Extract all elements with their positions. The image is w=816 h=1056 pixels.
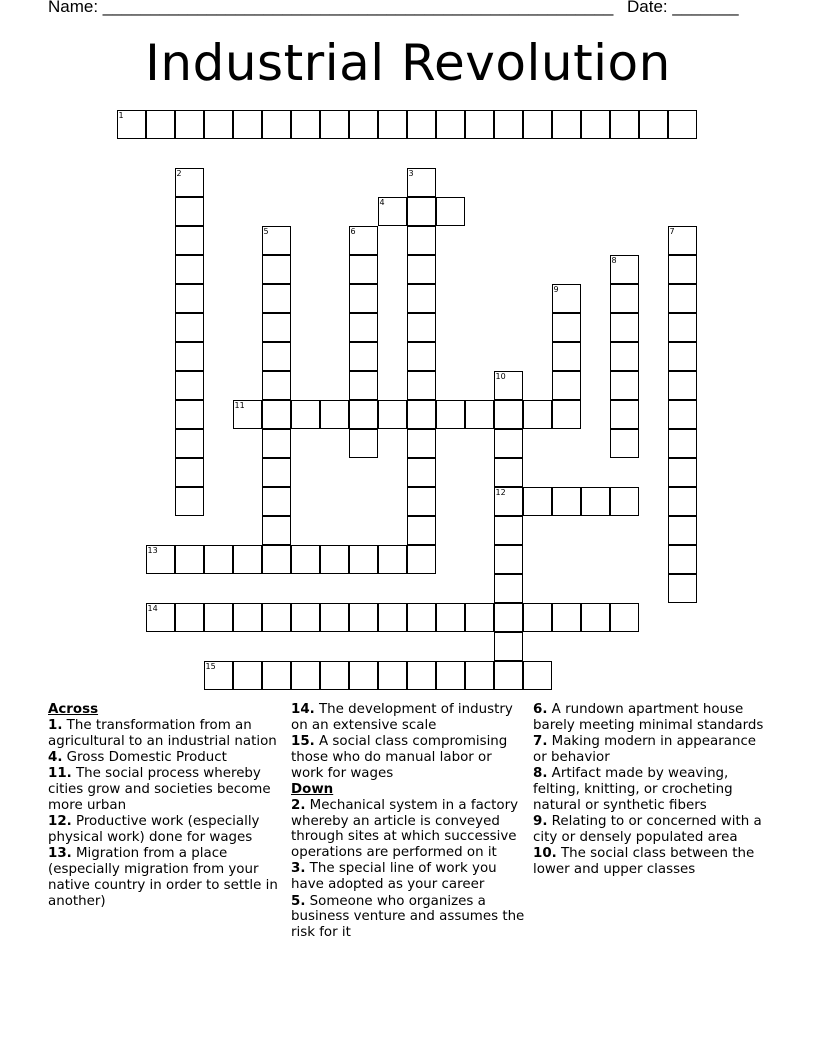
down-clue [291, 798, 527, 861]
crossword-cell[interactable] [552, 110, 581, 139]
crossword-cell[interactable] [204, 110, 233, 139]
cell-number: 13 [147, 545, 158, 555]
crossword-cell[interactable] [320, 603, 349, 632]
clue-number: 5. [291, 893, 306, 909]
crossword-cell[interactable] [146, 110, 175, 139]
crossword-cell[interactable] [291, 545, 320, 574]
across-heading: Across [48, 702, 99, 717]
crossword-cell[interactable] [494, 545, 523, 574]
clue-number: 10. [533, 846, 557, 862]
clue-text: Relating to or concerned with a city or densely populated area [533, 814, 762, 845]
crossword-cell[interactable] [610, 603, 639, 632]
crossword-cell[interactable] [204, 603, 233, 632]
crossword-cell[interactable] [291, 400, 320, 429]
cell-number: 15 [205, 661, 216, 671]
crossword-cell[interactable] [175, 400, 204, 429]
clue-number: 12. [48, 814, 72, 830]
date-field[interactable]: Date: _______ [627, 0, 739, 16]
clue-number: 13. [48, 846, 72, 862]
crossword-cell[interactable] [175, 342, 204, 371]
clue-text: Making modern in appearance or behavior [533, 734, 757, 765]
crossword-cell[interactable] [349, 255, 378, 284]
crossword-cell[interactable] [407, 458, 436, 487]
crossword-cell[interactable] [407, 110, 436, 139]
clue-number: 7. [533, 734, 548, 750]
crossword-cell[interactable] [291, 661, 320, 690]
down-clue [533, 846, 773, 878]
cell-number: 2 [176, 168, 182, 178]
cell-number: 4 [379, 197, 385, 207]
crossword-cell[interactable] [494, 516, 523, 545]
crossword-cell[interactable] [233, 545, 262, 574]
clue-text: Someone who organizes a business venture and assumes the risk for it [291, 893, 525, 941]
crossword-cell[interactable] [233, 603, 262, 632]
crossword-cell[interactable] [407, 255, 436, 284]
crossword-cell[interactable] [610, 429, 639, 458]
crossword-cell[interactable] [378, 661, 407, 690]
crossword-cell[interactable] [610, 110, 639, 139]
crossword-cell[interactable] [552, 342, 581, 371]
crossword-cell[interactable] [175, 487, 204, 516]
crossword-cell[interactable] [668, 487, 697, 516]
crossword-cell[interactable] [204, 545, 233, 574]
crossword-cell[interactable] [668, 545, 697, 574]
clue-number: 14. [291, 702, 315, 717]
crossword-cell[interactable] [175, 197, 204, 226]
crossword-cell[interactable] [117, 110, 146, 139]
crossword-cell[interactable] [523, 661, 552, 690]
crossword-cell[interactable] [175, 284, 204, 313]
crossword-cell[interactable] [639, 110, 668, 139]
clues-column-3 [533, 702, 773, 878]
crossword-cell[interactable] [407, 313, 436, 342]
clue-text: Productive work (especially physical work) done for wages [48, 814, 260, 845]
crossword-cell[interactable] [465, 110, 494, 139]
crossword-cell[interactable] [523, 110, 552, 139]
clue-text: Mechanical system in a factory whereby an article is conveyed through sites at which successive operations are performed on it [291, 797, 519, 861]
down-clue [533, 814, 773, 846]
crossword-cell[interactable] [262, 371, 291, 400]
down-clue [291, 861, 527, 893]
crossword-cell[interactable] [175, 371, 204, 400]
crossword-cell[interactable] [465, 400, 494, 429]
clue-number: 8. [533, 766, 548, 782]
crossword-cell[interactable] [465, 603, 494, 632]
crossword-cell[interactable] [407, 545, 436, 574]
crossword-cell[interactable] [610, 487, 639, 516]
crossword-cell[interactable] [378, 545, 407, 574]
crossword-cell[interactable] [349, 226, 378, 255]
across-clue [291, 702, 527, 734]
across-clue [291, 734, 527, 781]
crossword-cell[interactable] [378, 400, 407, 429]
clue-text: Gross Domestic Product [66, 749, 227, 765]
down-heading: Down [291, 781, 334, 797]
cell-number: 3 [408, 168, 414, 178]
cell-number: 7 [669, 226, 675, 236]
crossword-cell[interactable] [668, 429, 697, 458]
crossword-cell[interactable] [349, 313, 378, 342]
down-clue [533, 702, 773, 734]
cell-number: 1 [118, 110, 124, 120]
crossword-cell[interactable] [175, 255, 204, 284]
clues-column-1 [48, 702, 284, 910]
crossword-cell[interactable] [320, 545, 349, 574]
crossword-cell[interactable] [610, 371, 639, 400]
crossword-cell[interactable] [175, 226, 204, 255]
crossword-cell[interactable] [175, 313, 204, 342]
crossword-cell[interactable] [494, 487, 523, 516]
crossword-cell[interactable] [349, 545, 378, 574]
across-clue [48, 718, 284, 750]
crossword-cell[interactable] [320, 400, 349, 429]
crossword-cell[interactable] [436, 197, 465, 226]
crossword-cell[interactable] [494, 429, 523, 458]
crossword-cell[interactable] [175, 545, 204, 574]
crossword-cell[interactable] [262, 516, 291, 545]
crossword-cell[interactable] [668, 342, 697, 371]
crossword-cell[interactable] [175, 429, 204, 458]
crossword-cell[interactable] [349, 371, 378, 400]
crossword-cell[interactable] [610, 284, 639, 313]
crossword-cell[interactable] [320, 661, 349, 690]
cell-number: 5 [263, 226, 269, 236]
cell-number: 8 [611, 255, 617, 265]
crossword-cell[interactable] [262, 400, 291, 429]
down-clue [533, 766, 773, 813]
clue-number: 6. [533, 702, 548, 717]
crossword-cell[interactable] [436, 661, 465, 690]
clues-column-2 [291, 702, 527, 941]
cell-number: 10 [495, 371, 506, 381]
crossword-cell[interactable] [436, 110, 465, 139]
crossword-cell[interactable] [349, 603, 378, 632]
crossword-cell[interactable] [668, 255, 697, 284]
crossword-cell[interactable] [668, 110, 697, 139]
clue-text: The social class between the lower and upper classes [533, 846, 755, 877]
clue-number: 2. [291, 797, 306, 813]
crossword-cell[interactable] [349, 110, 378, 139]
crossword-cell[interactable] [668, 516, 697, 545]
crossword-cell[interactable] [407, 284, 436, 313]
crossword-cell[interactable] [581, 603, 610, 632]
crossword-cell[interactable] [262, 429, 291, 458]
crossword-cell[interactable] [291, 603, 320, 632]
crossword-cell[interactable] [262, 545, 291, 574]
crossword-cell[interactable] [552, 400, 581, 429]
crossword-cell[interactable] [175, 458, 204, 487]
crossword-cell[interactable] [668, 400, 697, 429]
down-clue [533, 734, 773, 766]
crossword-cell[interactable] [349, 429, 378, 458]
crossword-cell[interactable] [552, 487, 581, 516]
crossword-cell[interactable] [407, 516, 436, 545]
across-clue [48, 814, 284, 846]
clue-number: 4. [48, 749, 63, 765]
crossword-cell[interactable] [610, 313, 639, 342]
clue-text: A social class compromising those who do manual labor or work for wages [291, 734, 508, 781]
across-clue [48, 846, 284, 909]
crossword-cell[interactable] [175, 168, 204, 197]
crossword-cell[interactable] [175, 110, 204, 139]
crossword-cell[interactable] [668, 284, 697, 313]
crossword-cell[interactable] [146, 545, 175, 574]
crossword-cell[interactable] [349, 661, 378, 690]
crossword-cell[interactable] [349, 342, 378, 371]
crossword-cell[interactable] [523, 603, 552, 632]
crossword-cell[interactable] [494, 400, 523, 429]
crossword-cell[interactable] [262, 661, 291, 690]
crossword-cell[interactable] [262, 110, 291, 139]
crossword-cell[interactable] [262, 313, 291, 342]
crossword-cell[interactable] [668, 458, 697, 487]
crossword-cell[interactable] [552, 603, 581, 632]
clue-number: 9. [533, 814, 548, 830]
crossword-cell[interactable] [407, 603, 436, 632]
crossword-cell[interactable] [581, 487, 610, 516]
crossword-cell[interactable] [233, 400, 262, 429]
crossword-cell[interactable] [523, 400, 552, 429]
clue-text: The special line of work you have adopted as your career [291, 861, 497, 893]
crossword-cell[interactable] [407, 226, 436, 255]
crossword-cell[interactable] [407, 371, 436, 400]
crossword-cell[interactable] [610, 400, 639, 429]
cell-number: 9 [553, 284, 559, 294]
crossword-cell[interactable] [407, 342, 436, 371]
crossword-cell[interactable] [494, 574, 523, 603]
clue-text: A rundown apartment house barely meeting minimal standards [533, 702, 764, 733]
down-clue [291, 894, 527, 941]
crossword-cell[interactable] [494, 661, 523, 690]
crossword-cell[interactable] [552, 284, 581, 313]
crossword-cell[interactable] [523, 487, 552, 516]
crossword-cell[interactable] [581, 110, 610, 139]
crossword-cell[interactable] [349, 400, 378, 429]
crossword-cell[interactable] [436, 603, 465, 632]
crossword-cell[interactable] [668, 574, 697, 603]
crossword-cell[interactable] [349, 284, 378, 313]
crossword-cell[interactable] [175, 603, 204, 632]
crossword-cell[interactable] [668, 371, 697, 400]
crossword-cell[interactable] [407, 168, 436, 197]
crossword-cell[interactable] [494, 458, 523, 487]
crossword-cell[interactable] [407, 429, 436, 458]
crossword-cell[interactable] [552, 313, 581, 342]
crossword-cell[interactable] [668, 226, 697, 255]
crossword-cell[interactable] [291, 110, 320, 139]
crossword-cell[interactable] [465, 661, 494, 690]
crossword-cell[interactable] [552, 371, 581, 400]
clue-number: 15. [291, 734, 315, 750]
clue-number: 11. [48, 766, 72, 782]
crossword-cell[interactable] [262, 226, 291, 255]
crossword-cell[interactable] [610, 255, 639, 284]
crossword-cell[interactable] [407, 400, 436, 429]
crossword-cell[interactable] [233, 110, 262, 139]
crossword-cell[interactable] [378, 603, 407, 632]
name-field[interactable]: Name: ______________________________________________________ [48, 0, 614, 16]
crossword-cell[interactable] [494, 632, 523, 661]
across-clue [48, 750, 284, 766]
crossword-cell[interactable] [262, 458, 291, 487]
cell-number: 6 [350, 226, 356, 236]
crossword-cell[interactable] [668, 313, 697, 342]
crossword-cell[interactable] [320, 110, 349, 139]
cell-number: 12 [495, 487, 506, 497]
crossword-cell[interactable] [204, 661, 233, 690]
crossword-cell[interactable] [494, 371, 523, 400]
crossword-cell[interactable] [262, 342, 291, 371]
clue-number: 1. [48, 717, 63, 733]
crossword-cell[interactable] [233, 661, 262, 690]
across-clue [48, 766, 284, 813]
crossword-cell[interactable] [378, 197, 407, 226]
puzzle-title: Industrial Revolution [145, 34, 671, 92]
crossword-cell[interactable] [494, 110, 523, 139]
clue-text: The transformation from an agricultural to an industrial nation [48, 717, 277, 749]
clue-text: Artifact made by weaving, felting, knitting, or crocheting natural or synthetic fibers [533, 766, 733, 813]
crossword-cell[interactable] [262, 284, 291, 313]
crossword-cell[interactable] [407, 197, 436, 226]
clue-text: The development of industry on an extensive scale [291, 702, 513, 733]
crossword-cell[interactable] [262, 603, 291, 632]
crossword-cell[interactable] [262, 255, 291, 284]
clue-text: Migration from a place (especially migration from your native country in order to settle in another) [48, 846, 278, 909]
crossword-cell[interactable] [407, 661, 436, 690]
crossword-cell[interactable] [378, 110, 407, 139]
clue-text: The social process whereby cities grow and societies become more urban [48, 766, 271, 813]
crossword-cell[interactable] [436, 400, 465, 429]
cell-number: 11 [234, 400, 245, 410]
crossword-cell[interactable] [146, 603, 175, 632]
crossword-cell[interactable] [610, 342, 639, 371]
clue-number: 3. [291, 861, 306, 877]
crossword-cell[interactable] [407, 487, 436, 516]
crossword-cell[interactable] [262, 487, 291, 516]
cell-number: 14 [147, 603, 158, 613]
crossword-cell[interactable] [494, 603, 523, 632]
